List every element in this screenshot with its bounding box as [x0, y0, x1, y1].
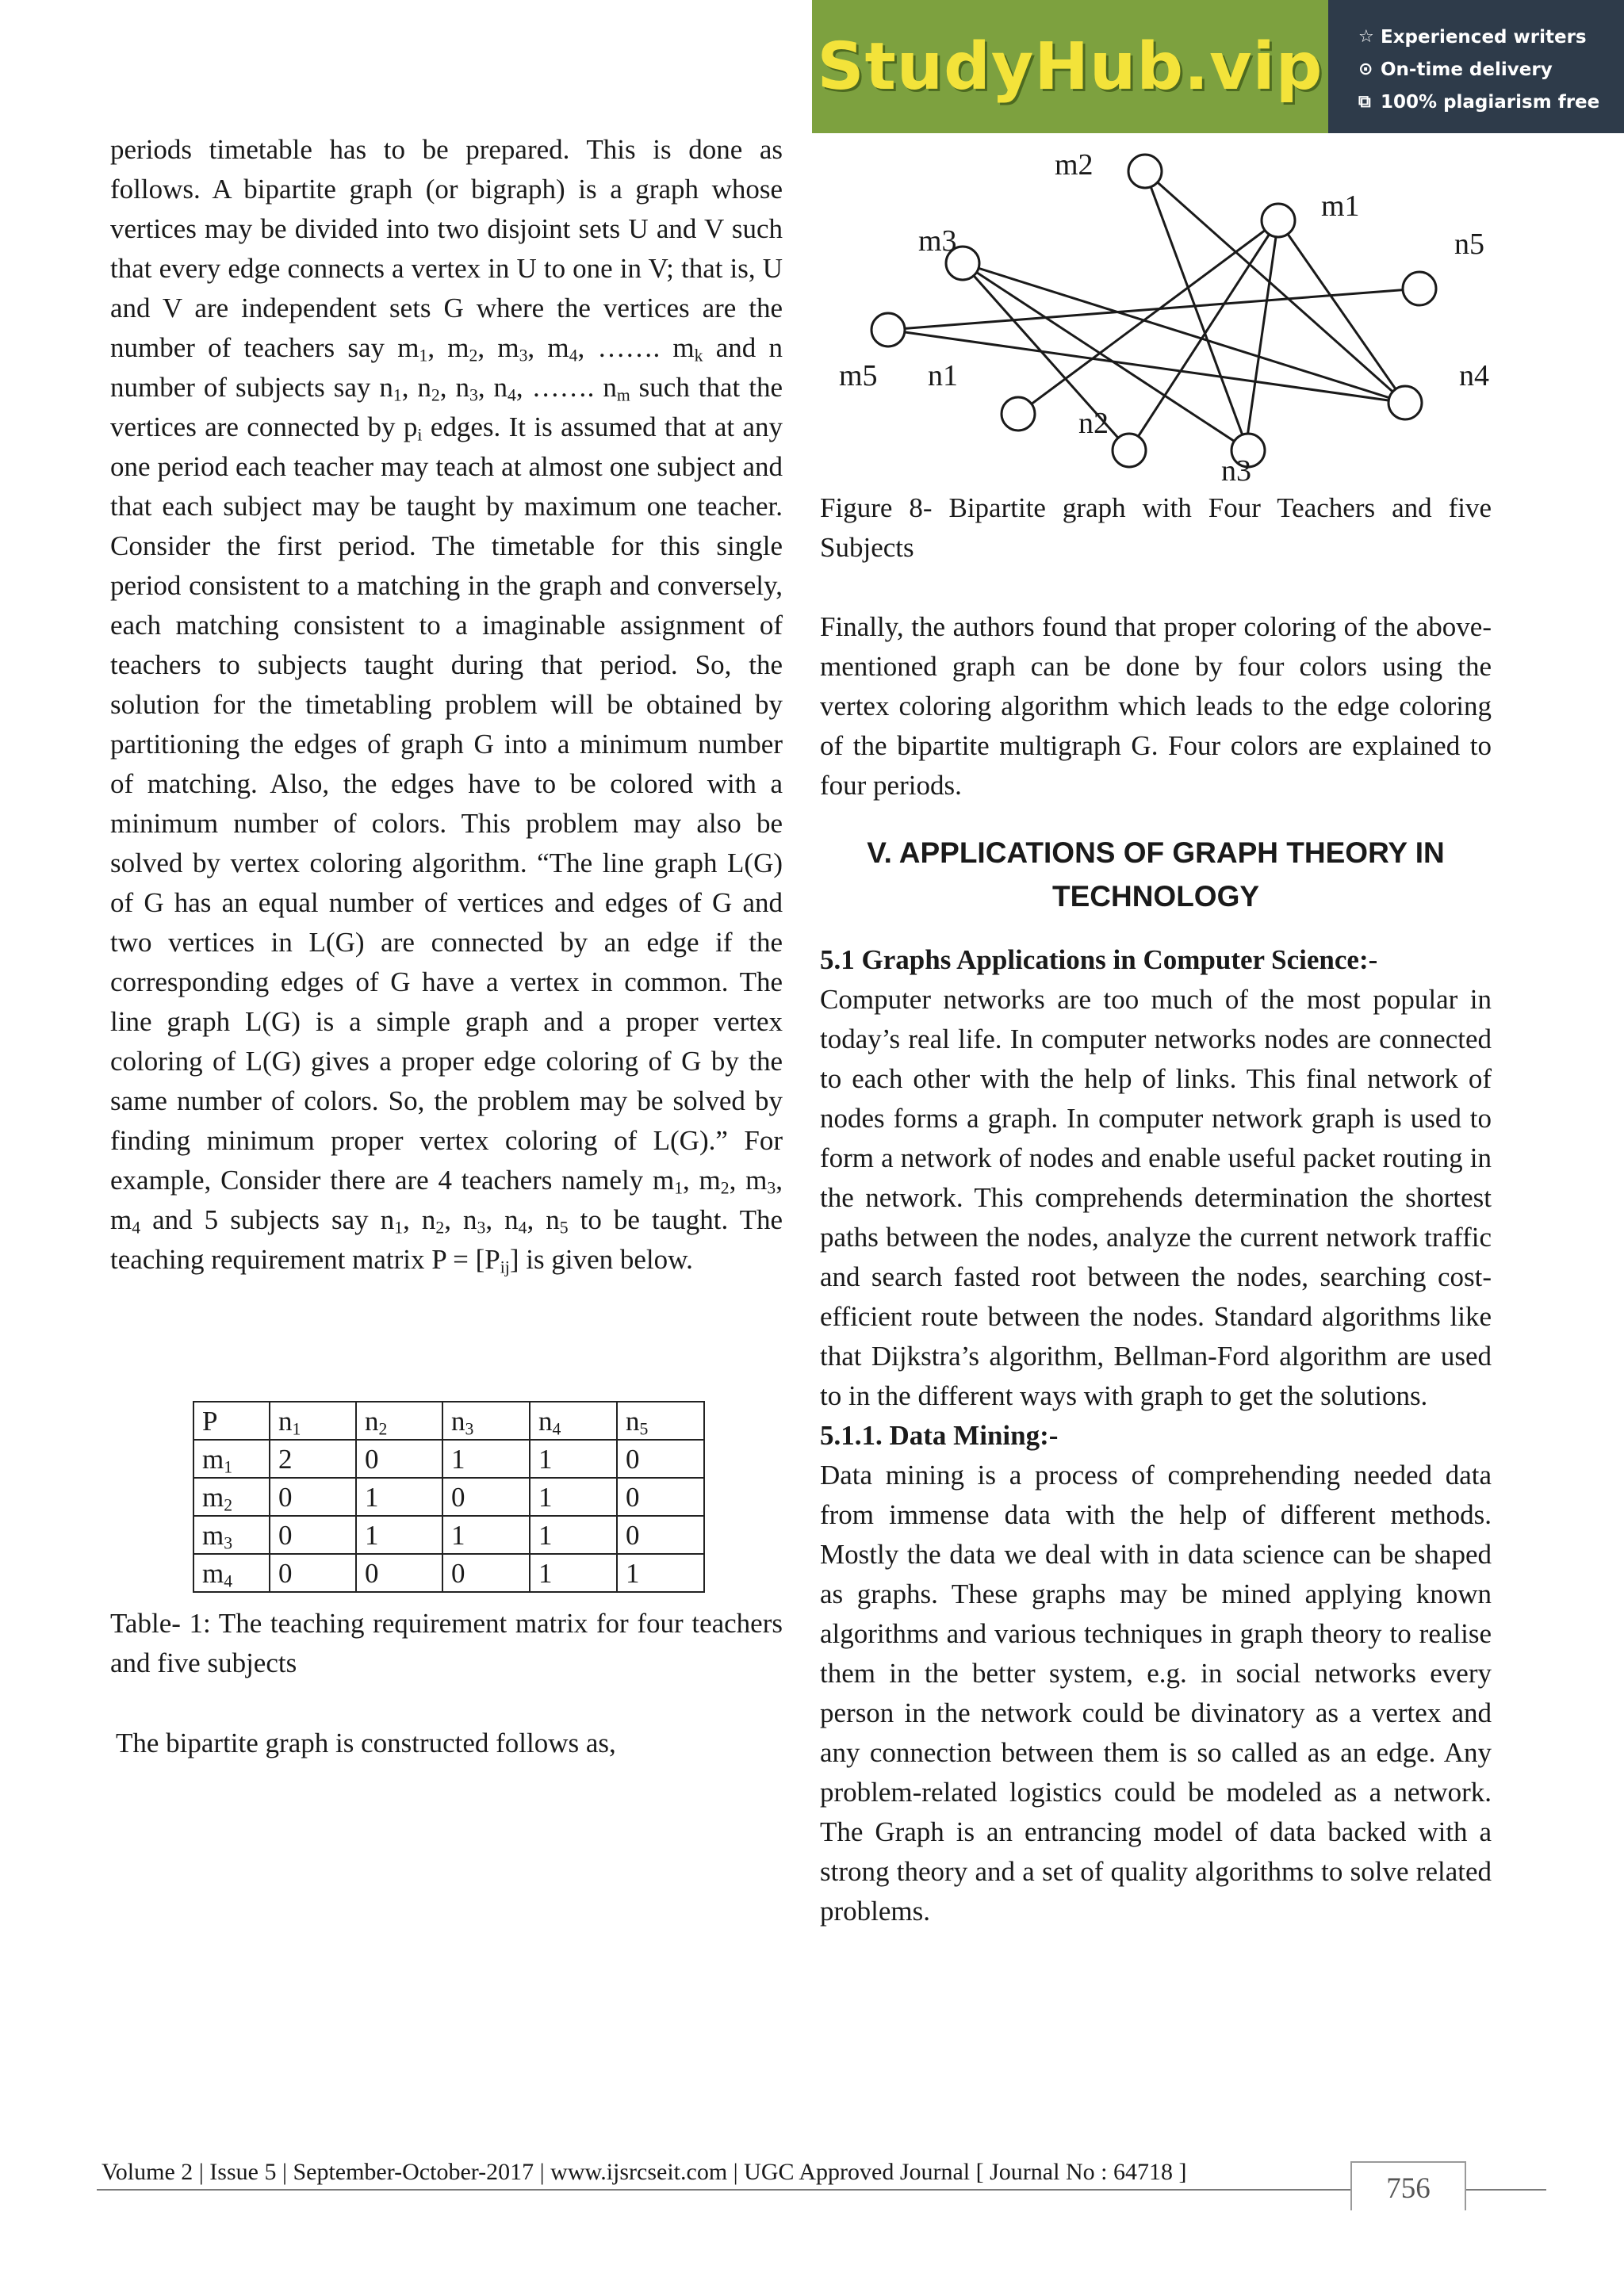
table-caption	[110, 1604, 783, 1683]
table-cell: 0	[617, 1516, 704, 1554]
section-heading-line-1: V. APPLICATIONS OF GRAPH THEORY IN	[867, 836, 1445, 869]
edge-m5-n4	[888, 330, 1405, 403]
feature-label: 100% plagiarism free	[1381, 91, 1600, 113]
table-row	[193, 1554, 704, 1592]
table-cell: $m_3$	[193, 1516, 270, 1554]
node-n4	[1388, 386, 1422, 419]
subsection-heading: 5.1.1. Data Mining:-	[820, 1420, 1059, 1451]
feature-item	[1358, 86, 1624, 118]
promo-banner[interactable]	[812, 0, 1624, 133]
edge-m2-n3	[1145, 171, 1248, 450]
table-cell: $n_5$	[617, 1402, 704, 1440]
table-cell: $m_4$	[193, 1554, 270, 1592]
label-m5: m5	[839, 359, 878, 392]
footer-rule	[97, 2189, 1546, 2191]
requirement-matrix-table	[193, 1401, 705, 1593]
node-n5	[1403, 272, 1436, 305]
label-n4: n4	[1459, 359, 1489, 392]
subsection-heading: 5.1 Graphs Applications in Computer Science:-	[820, 944, 1378, 975]
body-paragraph: Data mining is a process of comprehending needed data from immense data with the help of different methods. Mostly the data we deal with in data science can be shaped as graphs. These graphs may be mined applying known algorithms and various techniques in graph theory to realise them in the better system, e.g. in social networks every person in the network could be divinatory as a vertex and any connection between them is so called as an edge. Any problem-related logistics could be modeled as a network. The Graph is an entrancing model of data backed with a strong theory and a set of quality algorithms to solve related problems.	[820, 1460, 1492, 1927]
edge-m3-n4	[963, 263, 1405, 403]
label-m2: m2	[1055, 148, 1094, 182]
node-n2	[1113, 434, 1146, 467]
table-header-row	[193, 1402, 704, 1440]
page-number: 756	[1350, 2161, 1466, 2210]
section-heading-line-2: TECHNOLOGY	[1051, 880, 1260, 913]
table-cell: 1	[442, 1440, 530, 1478]
label-n3: n3	[1221, 454, 1251, 482]
table-cell: 0	[270, 1478, 356, 1516]
table-cell: 1	[530, 1554, 617, 1592]
node-m5	[871, 313, 905, 346]
table-cell: 2	[270, 1440, 356, 1478]
label-n5: n5	[1454, 228, 1484, 261]
caption-text: Table- 1: The teaching requirement matrix for four teachers and five subjects	[110, 1608, 783, 1678]
table-row	[193, 1440, 704, 1478]
table-cell: 0	[270, 1554, 356, 1592]
table-cell: 0	[356, 1554, 442, 1592]
right-column	[820, 488, 1492, 1931]
figure-caption: Figure 8- Bipartite graph with Four Teachers and five Subjects	[820, 492, 1492, 563]
graph-labels	[839, 148, 1489, 482]
feature-item	[1358, 53, 1624, 86]
bipartite-graph-figure	[820, 133, 1494, 482]
table-cell: 0	[356, 1440, 442, 1478]
table-row	[193, 1478, 704, 1516]
label-n2: n2	[1078, 407, 1109, 440]
text-run: edges. It is assumed that at any one period each teacher may teach at almost one subject and that each subject may be taught by maximum one teacher. Consider the first period. The timetable for this single period consistent to a matching in the graph and conversely, each matching consistent to a imaginable assignment of teachers to subjects taught during that period. So, the solution for the timetabling problem will be obtained by partitioning the edges of graph G into a minimum number of matching. Also, the edges have to be colored with a minimum number of colors. This problem may also be solved by vertex coloring algorithm. “The line graph L(G) of G has an equal number of vertices and edges of G and two vertices in L(G) are connected by an edge if the corresponding edges of G have a vertex in common. The line graph L(G) is a simple graph and a proper vertex coloring of L(G) gives a proper edge coloring of G by the same number of colors. So, the problem may be solved by finding minimum proper vertex coloring of L(G).” For example, Consider there are 4 teachers namely m	[110, 411, 783, 1196]
label-m3: m3	[918, 224, 957, 258]
label-m1: m1	[1321, 189, 1360, 223]
table-cell: $n_4$	[530, 1402, 617, 1440]
table-cell: $n_1$	[270, 1402, 356, 1440]
table-cell: 0	[442, 1554, 530, 1592]
edge-m1-n3	[1247, 220, 1278, 442]
node-n1	[1002, 397, 1035, 430]
body-paragraph: Finally, the authors found that proper coloring of the above-mentioned graph can be done by four colors using the vertex coloring algorithm which leads to the edge coloring of the bipartite multigraph G. Four colors are explained to four periods.	[820, 611, 1492, 801]
table-cell: 1	[442, 1516, 530, 1554]
table-cell: 0	[617, 1478, 704, 1516]
table-cell: 1	[356, 1516, 442, 1554]
table-cell: P	[193, 1402, 270, 1440]
edge-m1-n4	[1278, 220, 1405, 403]
body-paragraph: periods timetable has to be prepared. This is done as follows. A bipartite graph (or bigraph) is a graph whose vertices may be divided into two disjoint sets U and V such that every edge connects a vertex in U to one in V; that is, U and V are independent sets G where the vertices are the number of teachers say $m_1$, $m_2$, $m_3$, $m_4$, ……. $m_k$ and n number of subjects say $n_1$, $n_2$, $n_3$, $n_4$, ……. $n_m$ such that the vertices are connected by $p_i$ edges. It is assumed that at any one period each teacher may teach at almost one subject and that each subject may be taught by maximum one teacher. Consider the first period. The timetable for this single period consistent to a matching in the graph and conversely, each matching consistent to a imaginable assignment of teachers to subjects taught during that period. So, the solution for the timetabling problem will be obtained by partitioning the edges of graph G into a minimum number of matching. Also, the edges have to be colored with a minimum number of colors. This problem may also be solved by vertex coloring algorithm. “The line graph L(G) of G has an equal number of vertices and edges of G and two vertices in L(G) are connected by an edge if the corresponding edges of G have a vertex in common. The line graph L(G) is a simple graph and a proper vertex coloring of L(G) gives a proper edge coloring of G by the same number of colors. So, the problem may be solved by finding minimum proper vertex coloring of L(G).” For example, Consider there are 4 teachers namely $m_1$, $m_2$, $m_3$, $m_4$ and 5 subjects say $n_1$, $n_2$, $n_3$, $n_4$, $n_5$ to be taught. The teaching requirement matrix $P = [P_{ij}]$ is given below.	[110, 134, 783, 1277]
brand-logo[interactable]: StudyHub.vip	[812, 0, 1328, 133]
bipartite-intro-line: The bipartite graph is constructed follows as,	[116, 1728, 616, 1758]
table-cell: $m_1$	[193, 1440, 270, 1478]
feature-label: On-time delivery	[1381, 59, 1553, 80]
table-cell: $n_3$	[442, 1402, 530, 1440]
node-m2	[1128, 155, 1162, 188]
label-n1: n1	[928, 359, 958, 392]
feature-item	[1358, 21, 1624, 53]
clock-icon: ⊙	[1358, 59, 1373, 79]
feature-label: Experienced writers	[1381, 26, 1587, 48]
table-cell: $m_2$	[193, 1478, 270, 1516]
edge-m1-n2	[1129, 220, 1278, 450]
table-cell: 0	[442, 1478, 530, 1516]
left-column	[110, 130, 783, 1280]
node-m1	[1262, 204, 1295, 237]
table-row	[193, 1516, 704, 1554]
footer-citation: Volume 2 | Issue 5 | September-October-2017 | www.ijsrcseit.com | UGC Approved Journal [ Journal No : 64718 ]	[102, 2159, 1187, 2185]
table-cell: 1	[356, 1478, 442, 1516]
table-cell: 1	[530, 1440, 617, 1478]
table-cell: 1	[617, 1554, 704, 1592]
table-cell: $n_2$	[356, 1402, 442, 1440]
feature-list	[1328, 0, 1624, 133]
text-run: periods timetable has to be prepared. This is done as follows. A bipartite graph (or bigraph) is a graph whose vertices may be divided into two disjoint sets U and V such that every edge connects a vertex in U to one in V; that is, U and V are independent sets G where the vertices are the number of teachers say m	[110, 134, 783, 363]
text-run: is given below.	[519, 1244, 693, 1275]
table-cell: 1	[530, 1478, 617, 1516]
star-icon: ☆	[1358, 27, 1374, 47]
table-cell: 1	[530, 1516, 617, 1554]
body-paragraph: Computer networks are too much of the most popular in today’s real life. In computer networks nodes are connected to each other with the help of links. This final network of nodes forms a graph. In computer network graph is used to form a network of nodes and enable useful packet routing in the network. This comprehends determination the shortest paths between the nodes, analyze the current network traffic and search fasted root between the nodes, searching cost-efficient route between the nodes. Standard algorithms like that Dijkstra’s algorithm, Bellman-Ford algorithm are used to in the different ways with graph to get the solutions.	[820, 984, 1492, 1411]
table-cell: 0	[270, 1516, 356, 1554]
copy-icon: ⧉	[1358, 92, 1371, 112]
table-cell: 0	[617, 1440, 704, 1478]
